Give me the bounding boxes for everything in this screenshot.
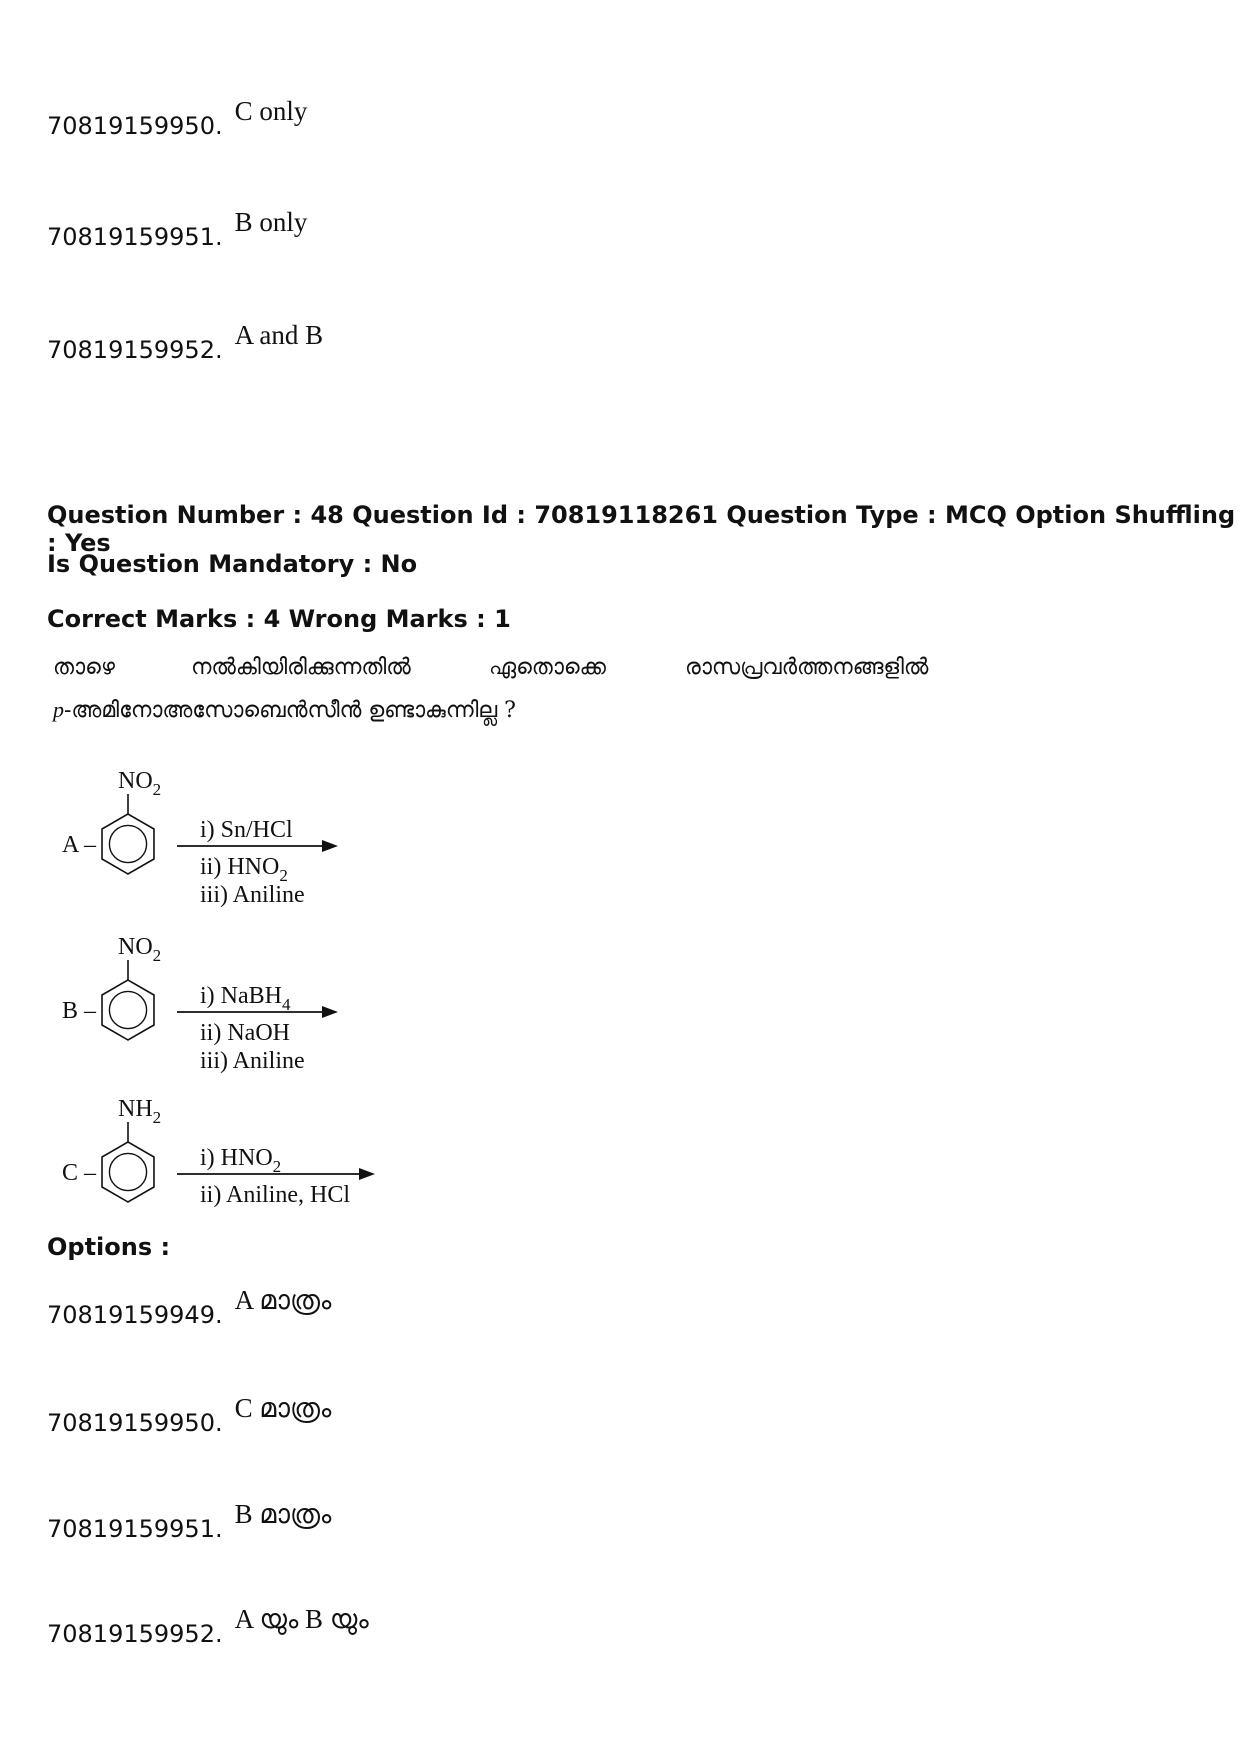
stem-word: ഏതൊക്കെ <box>489 655 606 680</box>
reaction-label: A – <box>62 832 97 858</box>
arrow-head <box>359 1168 375 1180</box>
reaction-label: C – <box>62 1160 97 1186</box>
option-text: A യും B യും <box>234 1604 369 1634</box>
reagent-text: i) Sn/HCl <box>200 817 293 843</box>
option-id: 70819159951. <box>47 223 223 251</box>
reagent-text: ii) $HNO_2$ <box>200 854 288 885</box>
stem-text: -അമിനോഅസോബെൻസീൻ ഉണ്ടാകുന്നില്ല ? <box>64 698 516 723</box>
option-row[interactable] <box>47 1285 331 1329</box>
substituent-label: $NO_2$ <box>118 768 162 799</box>
option-row[interactable] <box>47 1393 331 1437</box>
option-text: B only <box>234 207 308 237</box>
aromatic-circle <box>109 1153 146 1190</box>
option-text: A മാത്രം <box>234 1285 332 1315</box>
reaction-label: B – <box>62 998 97 1024</box>
reagent-text: i) NaBH$_4$ <box>200 983 291 1014</box>
aromatic-circle <box>109 991 146 1028</box>
stem-word: നൽകിയിരിക്കുന്നതിൽ <box>191 655 411 680</box>
reagent-text: ii) NaOH <box>200 1020 290 1046</box>
question-header: Question Number : 48 Question Id : 70819118261 Question Type : MCQ Option Shuffling : Yes <box>47 501 1236 557</box>
stem-p: p <box>53 697 64 722</box>
stem-word: രാസപ്രവർത്തനങ്ങളിൽ <box>685 655 929 680</box>
option-id: 70819159950. <box>47 112 223 140</box>
reagent-text: iii) Aniline <box>200 882 305 908</box>
option-text: C മാത്രം <box>234 1393 332 1423</box>
option-row[interactable] <box>47 1604 369 1648</box>
option-id: 70819159952. <box>47 336 223 364</box>
stem-word: താഴെ <box>53 655 115 680</box>
arrow-head <box>322 840 338 852</box>
option-text: B മാത്രം <box>234 1499 332 1529</box>
question-marks: Correct Marks : 4 Wrong Marks : 1 <box>47 605 511 633</box>
option-id: 70819159951. <box>47 1515 223 1543</box>
substituent-label: $NO_2$ <box>118 934 162 965</box>
prev-option-row <box>47 96 307 140</box>
question-stem-line2 <box>53 697 516 723</box>
option-text: C only <box>234 96 308 126</box>
prev-option-row <box>47 320 323 364</box>
question-mandatory: Is Question Mandatory : No <box>47 550 418 578</box>
arrow-head <box>322 1006 338 1018</box>
reagent-text: iii) Aniline <box>200 1048 305 1074</box>
reagent-text: ii) Aniline, HCl <box>200 1182 350 1208</box>
aromatic-circle <box>109 825 146 862</box>
option-id: 70819159950. <box>47 1409 223 1437</box>
option-row[interactable] <box>47 1499 331 1543</box>
reaction-scheme <box>0 740 420 1220</box>
option-text: A and B <box>234 320 324 350</box>
option-id: 70819159952. <box>47 1620 223 1648</box>
options-label: Options : <box>47 1233 171 1261</box>
prev-option-row <box>47 207 307 251</box>
option-id: 70819159949. <box>47 1301 223 1329</box>
substituent-label: $NH_2$ <box>118 1096 162 1127</box>
reagent-text: i) $HNO_2$ <box>200 1145 282 1176</box>
